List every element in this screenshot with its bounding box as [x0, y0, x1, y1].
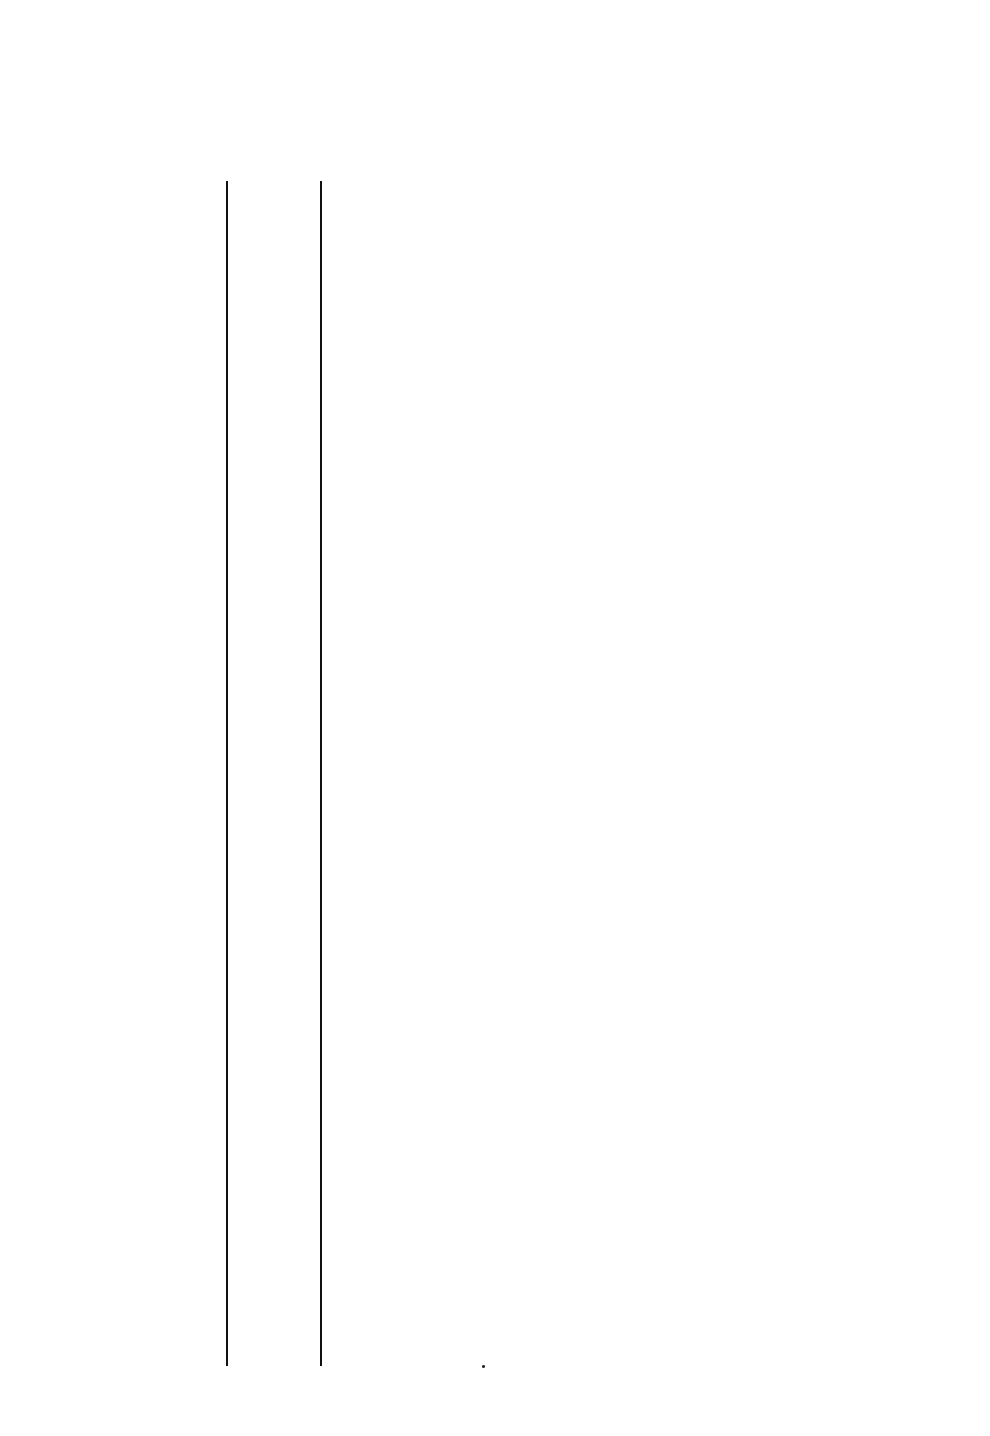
top-rule	[226, 181, 228, 1366]
header-rule	[320, 181, 322, 1366]
